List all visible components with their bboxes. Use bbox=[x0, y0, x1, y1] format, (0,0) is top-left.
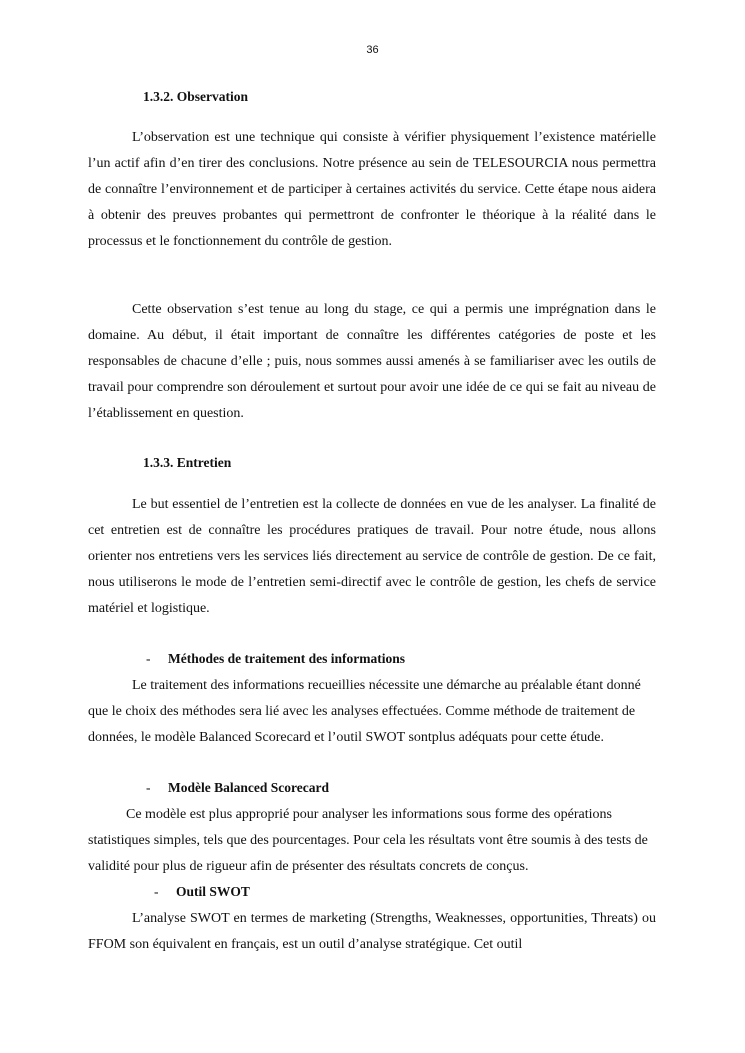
bullet-balanced-scorecard bbox=[146, 780, 329, 796]
paragraph-entretien: Le but essentiel de l’entretien est la collecte de données en vue de les analyser. La finalité de cet entretien est de connaître les procédures pratiques de travail. Pour notre étude, nous allons orienter nos entretiens vers les services liés directement au service de contrôle de gestion. De ce fait, nous utiliserons le mode de l’entretien semi-directif avec le contrôle de gestion, les chefs de service matériel et logistique. bbox=[88, 497, 656, 616]
paragraph-observation-1: L’observation est une technique qui consiste à vérifier physiquement l’existence matérielle l’un actif afin d’en tirer des conclusions. Notre présence au sein de TELESOURCIA nous permettra de connaître l’environnement et de participer à certaines activités du service. Cette étape nous aidera à obtenir des preuves probantes qui permettront de confronter le théorique à la réalité dans le processus et le fonctionnement du contrôle de gestion. bbox=[88, 130, 656, 249]
bullet-methodes-label: Méthodes de traitement des informations bbox=[168, 651, 405, 666]
bullet-methodes bbox=[146, 651, 405, 667]
paragraph-methodes: Le traitement des informations recueillies nécessite une démarche au préalable étant donné que le choix des méthodes sera lié avec les analyses effectuées. Comme méthode de traitement de données, le modèle Balanced Scorecard et l’outil SWOT sontplus adéquats pour cette étude. bbox=[88, 678, 641, 745]
heading-entretien: 1.3.3. Entretien bbox=[143, 455, 232, 470]
bullet-dash: - bbox=[154, 884, 159, 899]
bullet-swot-label: Outil SWOT bbox=[176, 884, 250, 899]
bullet-dash: - bbox=[146, 651, 151, 666]
page-number: 36 bbox=[366, 44, 379, 56]
bullet-dash: - bbox=[146, 780, 151, 795]
paragraph-observation-2: Cette observation s’est tenue au long du stage, ce qui a permis une imprégnation dans le domaine. Au début, il était important de connaître les différentes catégories de poste et les responsables de chacune d’elle ; puis, nous sommes aussi amenés à se familiariser avec les outils de travail pour comprendre son déroulement et surtout pour avoir une idée de ce qui se fait au niveau de l’établissement en question. bbox=[88, 302, 656, 421]
heading-observation: 1.3.2. Observation bbox=[143, 89, 249, 104]
bullet-outil-swot bbox=[154, 884, 250, 900]
paragraph-balanced-scorecard: Ce modèle est plus approprié pour analyser les informations sous forme des opérations statistiques simples, tels que des pourcentages. Pour cela les résultats vont être soumis à des tests de validité pour plus de rigueur afin de présenter des résultats concrets de conçus. bbox=[88, 807, 648, 874]
bullet-balanced-label: Modèle Balanced Scorecard bbox=[168, 780, 329, 795]
paragraph-outil-swot: L’analyse SWOT en termes de marketing (Strengths, Weaknesses, opportunities, Threats) ou FFOM son équivalent en français, est un outil d’analyse stratégique. Cet outil bbox=[88, 911, 656, 952]
